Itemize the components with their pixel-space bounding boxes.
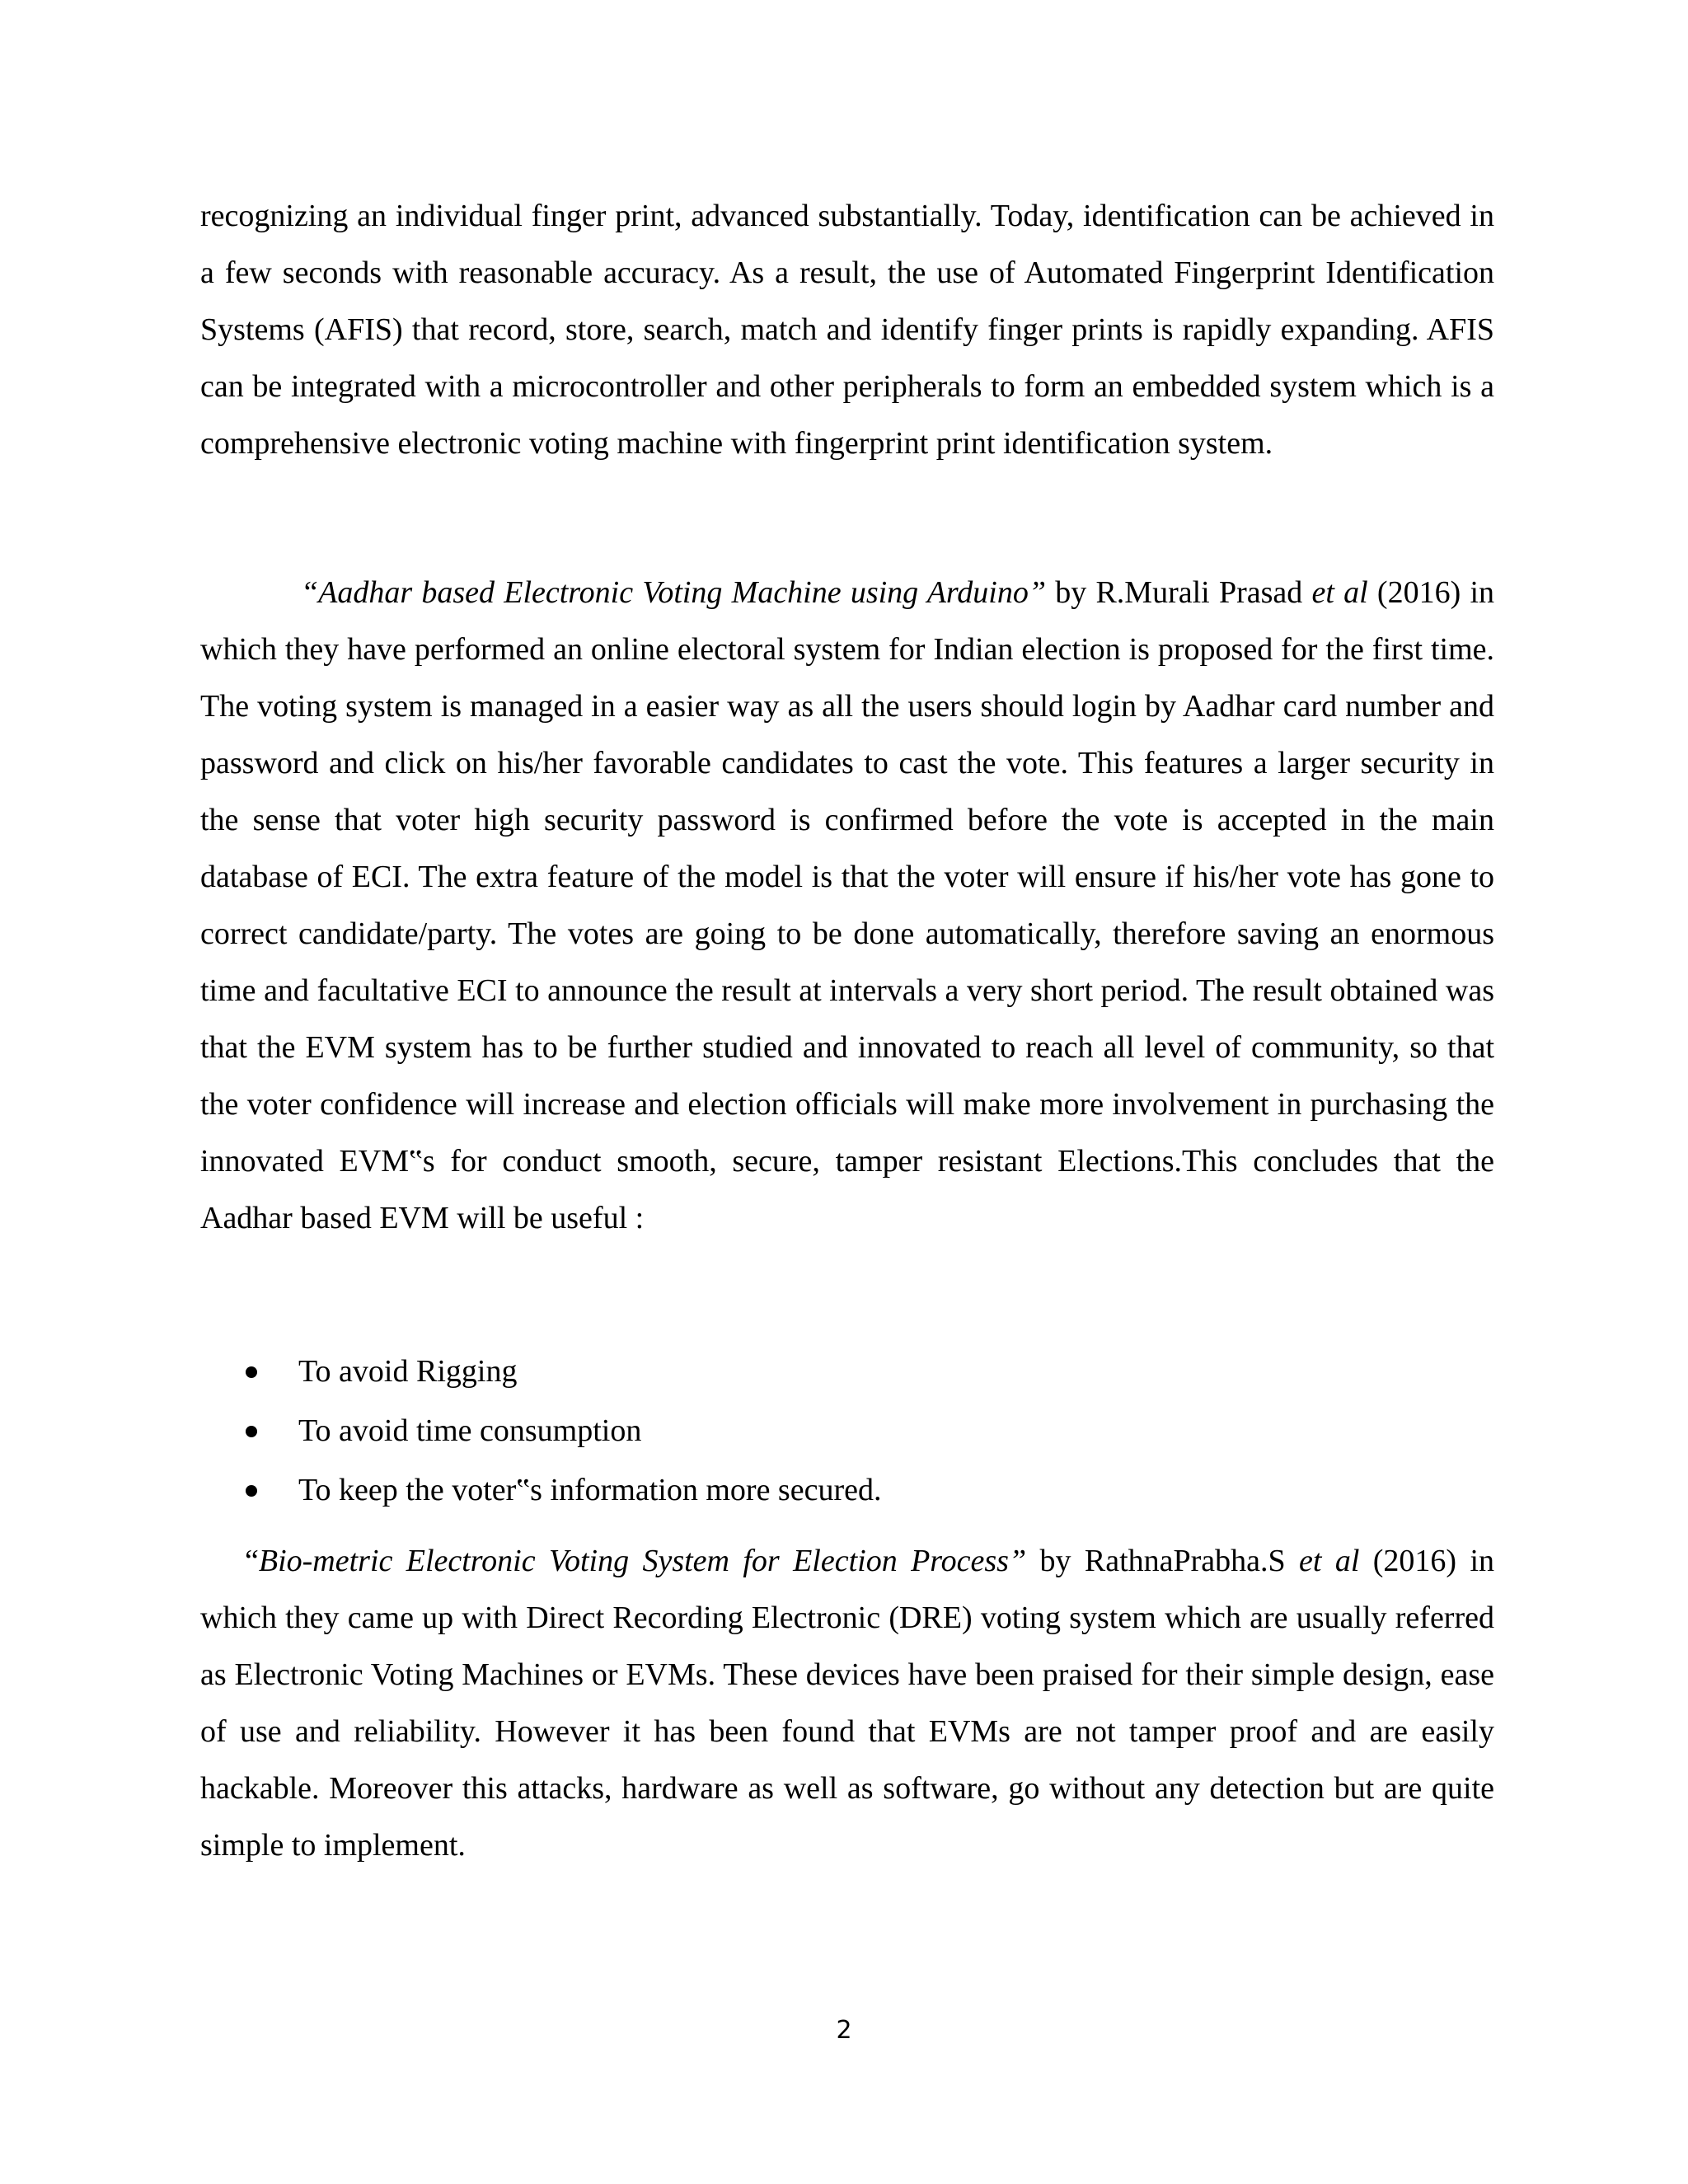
- bullet-icon: [246, 1426, 257, 1437]
- list-item: [246, 1401, 881, 1460]
- paragraph-aadhar-body: (2016) in which they have performed an online electoral system for Indian election is proposed for the first time. The voting system is managed in a easier way as all the users should login by Aadhar card number and password and click on his/her favorable candidates to cast the vote. This features a larger security in the sense that voter high security password is confirmed before the vote is accepted in the main database of ECI. The extra feature of the model is that the voter will ensure if his/her vote has gone to correct candidate/party. The votes are going to be done automatically, therefore saving an enormous time and facultative ECI to announce the result at intervals a very short period. The result obtained was that the EVM system has to be further studied and innovated to reach all level of community, so that the voter confidence will increase and election officials will make more involvement in purchasing the innovated EVM‟s for conduct smooth, secure, tamper resistant Elections.This concludes that the Aadhar based EVM will be useful :: [200, 575, 1495, 1235]
- bullet-icon: [246, 1485, 257, 1497]
- paper-title-aadhar: “Aadhar based Electronic Voting Machine using Arduino”: [301, 575, 1046, 610]
- author-biometric: by RathnaPrabha.S: [1026, 1544, 1300, 1578]
- paragraph-biometric-body: (2016) in which they came up with Direct Recording Electronic (DRE) voting system which are usually referred as Electronic Voting Machines or EVMs. These devices have been praised for their simple design, ease of use and reliability. However it has been found that EVMs are not tamper proof and are easily hackable. Moreover this attacks, hardware as well as software, go without any detection but are quite simple to implement.: [200, 1544, 1495, 1863]
- list-item: [246, 1460, 881, 1520]
- list-item-text: To keep the voter‟s information more secured.: [298, 1473, 882, 1507]
- paper-title-biometric: Bio-metric Electronic Voting System for Election Process”: [258, 1544, 1027, 1578]
- list-item: [246, 1342, 881, 1401]
- author-aadhar: by R.Murali Prasad: [1046, 575, 1312, 610]
- list-item-text: To avoid Rigging: [298, 1354, 518, 1389]
- benefits-list: [246, 1342, 881, 1520]
- list-item-text: To avoid time consumption: [298, 1413, 642, 1448]
- page-number: 2: [836, 2016, 852, 2045]
- open-quote: “: [245, 1544, 259, 1578]
- bullet-icon: [246, 1366, 257, 1378]
- paragraph-biometric-evm: [200, 1533, 1494, 1874]
- paragraph-afis: recognizing an individual finger print, advanced substantially. Today, identification can be achieved in a few seconds with reasonable accuracy. As a result, the use of Automated Fingerprint Identification Systems (AFIS) that record, store, search, match and identify finger prints is rapidly expanding. AFIS can be integrated with a microcontroller and other peripherals to form an embedded system which is a comprehensive electronic voting machine with fingerprint print identification system.: [200, 199, 1494, 461]
- et-al-biometric: et al: [1299, 1544, 1360, 1578]
- paragraph-aadhar-evm: [200, 565, 1494, 1247]
- et-al-aadhar: et al: [1311, 575, 1368, 610]
